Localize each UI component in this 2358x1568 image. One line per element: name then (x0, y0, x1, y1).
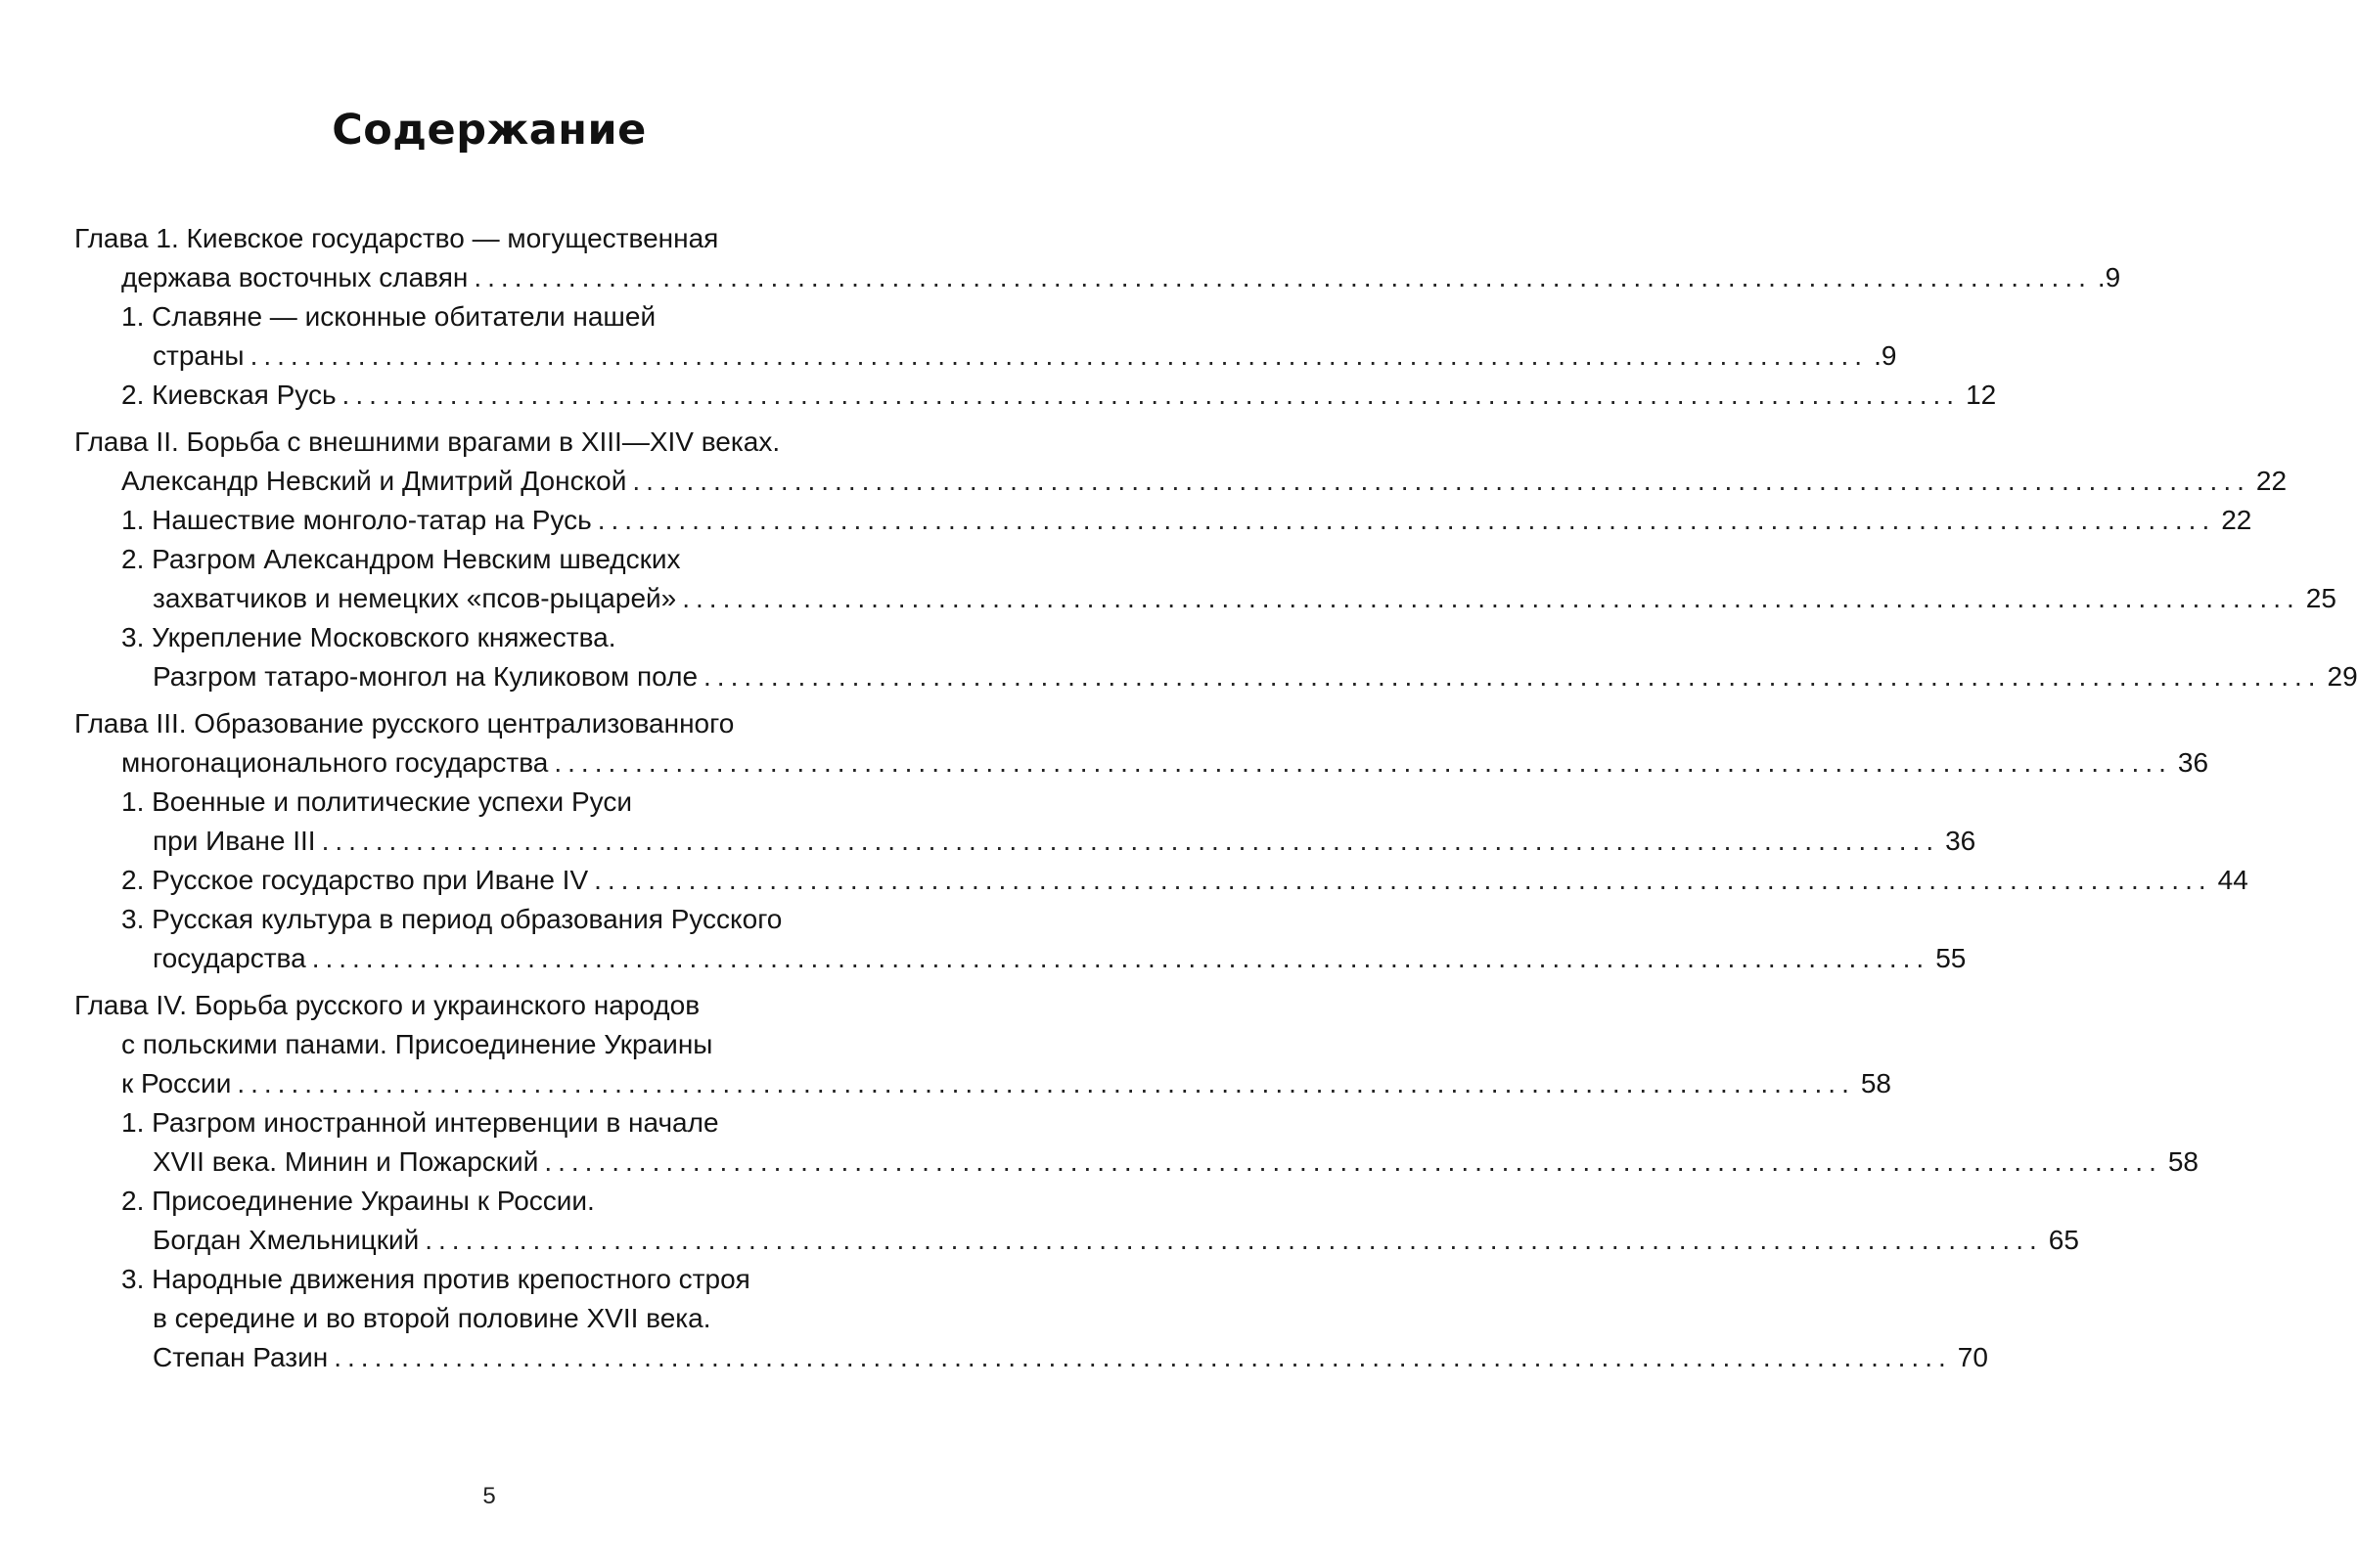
chapter-page-number: 58 (1860, 1068, 1891, 1098)
section-line (74, 1338, 1988, 1377)
dot-leader: ........................................................................................................................ (594, 865, 2212, 895)
section-title-text: 2. Киевская Русь (121, 380, 337, 410)
dot-leader: ........................................................................................................................ (341, 380, 1961, 410)
section-page-number: 70 (1957, 1342, 1988, 1372)
dot-leader: ........................................................................................................................ (425, 1225, 2043, 1255)
section-title-text: 2. Русское государство при Иване IV (121, 865, 589, 895)
dot-leader: ........................................................................................................................ (682, 583, 2300, 613)
section-title-text: Богдан Хмельницкий (153, 1225, 420, 1255)
section-title-text: 1. Военные и политические успехи Руси (121, 786, 632, 817)
chapter-title-text: с польскими панами. Присоединение Украины (121, 1029, 713, 1059)
section-line (74, 657, 2358, 696)
table-of-contents (74, 219, 2358, 1385)
page-number: 5 (482, 1483, 496, 1509)
section-title-text: 2. Разгром Александром Невским шведских (121, 544, 681, 574)
chapter-title-text: многонационального государства (121, 747, 549, 778)
section-page-number: 55 (1935, 943, 1967, 973)
section-page-number: 58 (2167, 1146, 2199, 1177)
section-line (74, 861, 2248, 900)
chapter-page-number: 36 (2177, 747, 2209, 778)
chapter-page-number: .9 (2097, 262, 2121, 292)
section-page-number: 44 (2217, 865, 2248, 895)
dot-leader: ........................................................................................................................ (474, 262, 2092, 292)
dot-leader: ........................................................................................................................ (554, 747, 2172, 778)
section-page-number: 22 (2221, 505, 2252, 535)
chapter-title-text: держава восточных славян (121, 262, 469, 292)
section-title-text: страны (153, 340, 245, 371)
section-title-text: 3. Народные движения против крепостного строя (121, 1264, 750, 1294)
section-page-number: 36 (1945, 826, 1976, 856)
section-line (74, 900, 877, 939)
section-title-text: государства (153, 943, 306, 973)
section-title-text: Степан Разин (153, 1342, 329, 1372)
dot-leader: ........................................................................................................................ (632, 466, 2250, 496)
section-page-number: .9 (1874, 340, 1897, 371)
section-line (74, 501, 2252, 540)
section-line (74, 579, 2336, 618)
page-title: Содержание (332, 106, 647, 155)
chapter-line (74, 258, 2121, 297)
section-title-text: в середине и во второй половине XVII века. (153, 1303, 711, 1333)
section-line (74, 540, 877, 579)
toc-chapter (74, 704, 2248, 978)
section-line (74, 1182, 877, 1221)
section-page-number: 65 (2048, 1225, 2079, 1255)
section-page-number: 29 (2327, 661, 2358, 692)
dot-leader: ........................................................................................................................ (544, 1146, 2162, 1177)
section-title-text: 1. Нашествие монголо-татар на Русь (121, 505, 592, 535)
dot-leader: ........................................................................................................................ (334, 1342, 1952, 1372)
section-page-number: 12 (1966, 380, 1997, 410)
dot-leader: ........................................................................................................................ (321, 826, 1940, 856)
toc-chapter (74, 986, 2199, 1377)
chapter-line (74, 423, 877, 462)
dot-leader: ........................................................................................................................ (249, 340, 1869, 371)
dot-leader: ........................................................................................................................ (311, 943, 1930, 973)
section-title-text: 1. Славяне — исконные обитатели нашей (121, 301, 657, 332)
section-line (74, 1221, 2079, 1260)
chapter-line (74, 743, 2209, 783)
toc-chapter (74, 219, 2121, 415)
chapter-line (74, 986, 877, 1025)
chapter-title-text: Глава III. Образование русского централизованного (74, 708, 735, 739)
toc-chapter (74, 423, 2358, 696)
section-line (74, 297, 877, 336)
section-line (74, 336, 1897, 376)
section-line (74, 1103, 877, 1142)
chapter-line (74, 1025, 877, 1064)
section-title-text: захватчиков и немецких «псов-рыцарей» (153, 583, 677, 613)
chapter-page-number: 22 (2255, 466, 2288, 496)
section-title-text: 2. Присоединение Украины к России. (121, 1186, 595, 1216)
section-line (74, 1142, 2199, 1182)
section-title-text: 1. Разгром иностранной интервенции в начале (121, 1107, 719, 1138)
section-title-text: 3. Укрепление Московского княжества. (121, 622, 616, 652)
chapter-title-text: Глава 1. Киевское государство — могущественная (74, 223, 719, 253)
dot-leader: ........................................................................................................................ (597, 505, 2216, 535)
section-line (74, 939, 1967, 978)
section-line (74, 1260, 877, 1299)
section-line (74, 783, 877, 822)
chapter-title-text: к России (121, 1068, 232, 1098)
chapter-title-text: Глава II. Борьба с внешними врагами в XIII—XIV веках. (74, 426, 781, 457)
section-line (74, 618, 877, 657)
section-title-text: при Иване III (153, 826, 316, 856)
section-title-text: 3. Русская культура в период образования Русского (121, 904, 783, 934)
section-line (74, 1299, 877, 1338)
chapter-line (74, 704, 877, 743)
section-page-number: 25 (2305, 583, 2336, 613)
dot-leader: ........................................................................................................................ (237, 1068, 1855, 1098)
chapter-line (74, 1064, 1891, 1103)
chapter-title-text: Александр Невский и Дмитрий Донской (121, 466, 627, 496)
chapter-title-text: Глава IV. Борьба русского и украинского народов (74, 990, 701, 1020)
section-line (74, 376, 1997, 415)
chapter-line (74, 219, 877, 258)
dot-leader: ........................................................................................................................ (703, 661, 2322, 692)
section-title-text: Разгром татаро-монгол на Куликовом поле (153, 661, 699, 692)
chapter-line (74, 462, 2288, 501)
section-title-text: XVII века. Минин и Пожарский (153, 1146, 539, 1177)
section-line (74, 822, 1976, 861)
